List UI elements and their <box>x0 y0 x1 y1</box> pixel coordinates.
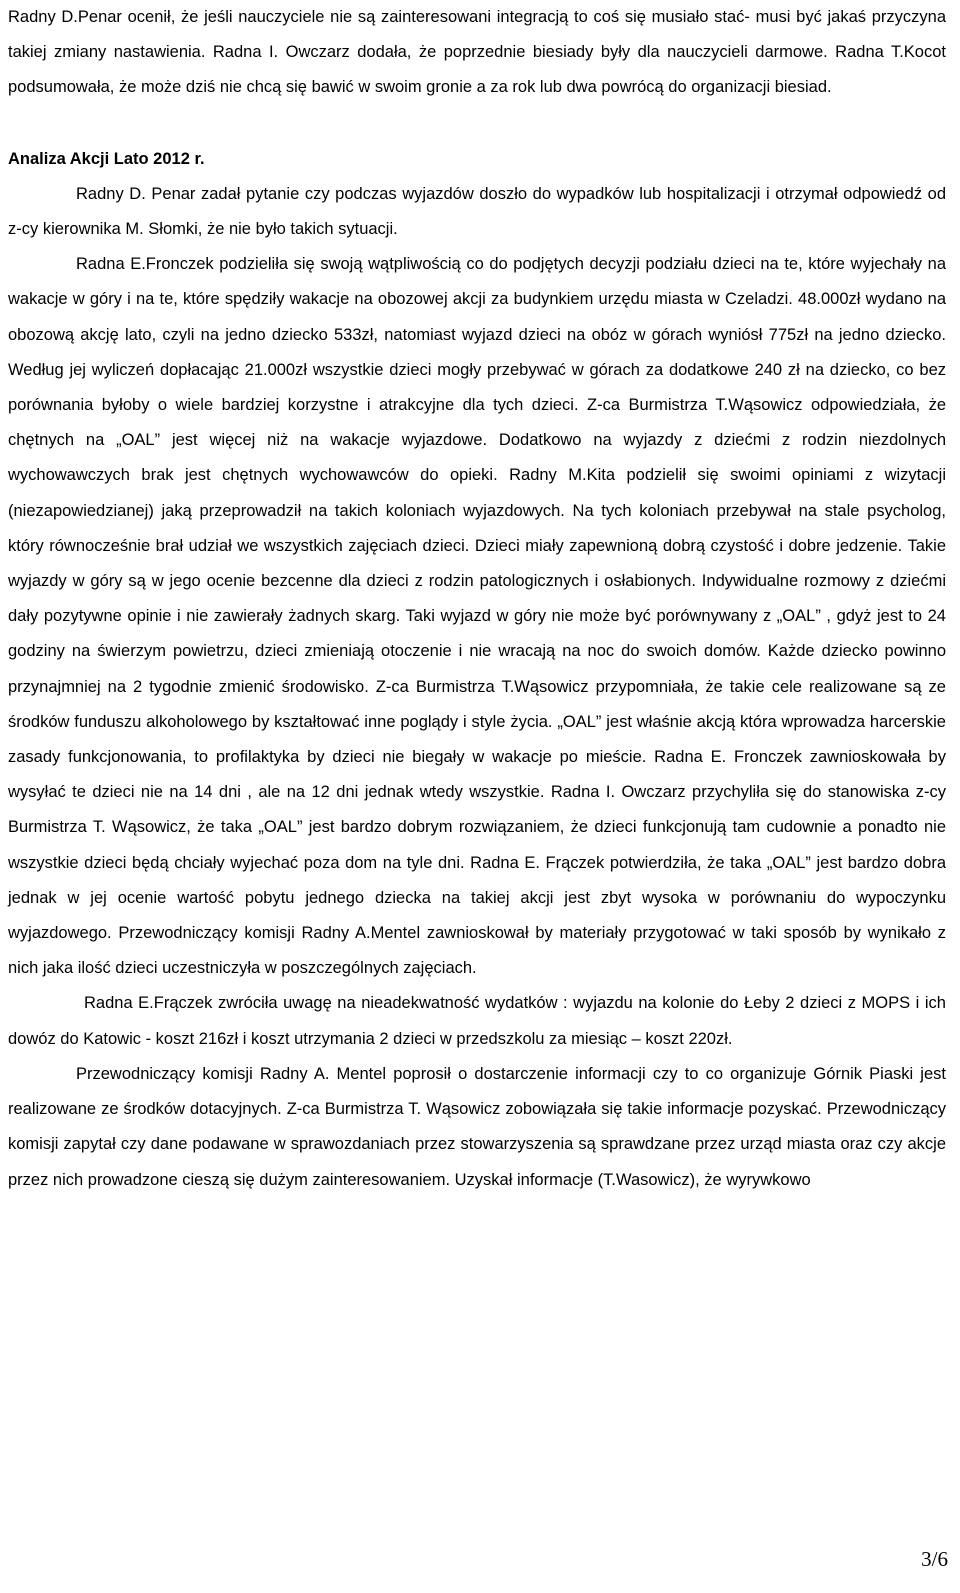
document-page <box>8 0 946 1198</box>
paragraph-biesiady: Radny D.Penar ocenił, że jeśli nauczyciele nie są zainteresowani integracją to coś się musiało stać- musi być jakaś przyczyna takiej zmiany nastawienia. Radna I. Owczarz dodała, że poprzednie biesiady były dla nauczycieli darmowe. Radna T.Kocot podsumowała, że może dziś nie chcą się bawić w swoim gronie a za rok lub dwa powrócą do organizacji biesiad. <box>8 8 946 97</box>
paragraph-fraczek-expenses: Radna E.Frączek zwróciła uwagę na nieadekwatność wydatków : wyjazdu na kolonie do Łeby 2 dzieci z MOPS i ich dowóz do Katowic - koszt 216zł i koszt utrzymania 2 dzieci w przedszkolu za miesiąc – koszt 220zł. <box>8 994 946 1048</box>
page-number: 3/6 <box>921 1547 948 1571</box>
paragraph-mentel-request: Przewodniczący komisji Radny A. Mentel poprosił o dostarczenie informacji czy to co organizuje Górnik Piaski jest realizowane ze środków dotacyjnych. Z-ca Burmistrza T. Wąsowicz zobowiązała się takie informacje pozyskać. Przewodniczący komisji zapytał czy dane podawane w sprawozdaniach przez stowarzyszenia są sprawdzane przez urząd miasta oraz czy akcje przez nich prowadzone cieszą się dużym zainteresowaniem. Uzyskał informacje (T.Wasowicz), że wyrywkowo <box>8 1064 946 1189</box>
paragraph-penar-question: Radny D. Penar zadał pytanie czy podczas wyjazdów doszło do wypadków lub hospitalizacji i otrzymał odpowiedź od z-cy kierownika M. Słomki, że nie było takich sytuacji. <box>8 184 946 239</box>
paragraph-fronczek-discussion: Radna E.Fronczek podzieliła się swoją wątpliwością co do podjętych decyzji podziału dzieci na te, które wyjechały na wakacje w góry i na te, które spędziły wakacje na obozowej akcji za budynkiem urzędu miasta w Czeladzi. 48.000zł wydano na obozową akcję lato, czyli na jedno dziecko 533zł, natomiast wyjazd dzieci na obóz w górach wyniósł 775zł na jedno dziecko. Według jej wyliczeń dopłacając 21.000zł wszystkie dzieci mogły przebywać w górach za dodatkowe 240 zł na dziecko, co bez porównania byłoby o wiele bardziej korzystne i atrakcyjne dla tych dzieci. Z-ca Burmistrza T.Wąsowicz odpowiedziała, że chętnych na „OAL” jest więcej niż na wakacje wyjazdowe. Dodatkowo na wyjazdy z dziećmi z rodzin niezdolnych wychowawczych brak jest chętnych wychowawców do opieki. Radny M.Kita podzielił się swoimi opiniami z wizytacji (niezapowiedzianej) jaką przeprowadził na takich koloniach wyjazdowych. Na tych koloniach przebywał na stale psycholog, który równocześnie brał udział we wszystkich zajęciach dzieci. Dzieci miały zapewnioną dobrą czystość i dobre jedzenie. Takie wyjazdy w góry są w jego ocenie bezcenne dla dzieci z rodzin patologicznych i osłabionych. Indywidualne rozmowy z dziećmi dały pozytywne opinie i nie zawierały żadnych skarg. Taki wyjazd w góry nie może być porównywany z „OAL” , gdyż jest to 24 godziny na świerzym powietrzu, dzieci zmieniają otoczenie i nie wracają na noc do swoich domów. Każde dziecko powinno przynajmniej na 2 tygodnie zmienić środowisko. Z-ca Burmistrza T.Wąsowicz przypomniała, że takie cele realizowane są ze środków funduszu alkoholowego by kształtować inne poglądy i style życia. „OAL” jest właśnie akcją która wprowadza harcerskie zasady funkcjonowania, to profilaktyka by dzieci nie biegały w wakacje po mieście. Radna E. Fronczek zawnioskowała by wysyłać te dzieci nie na 14 dni , ale na 12 dni jednak wtedy wszystkie. Radna I. Owczarz przychyliła się do stanowiska z-cy Burmistrza T. Wąsowicz, że taka „OAL” jest bardzo dobrym rozwiązaniem, że dzieci funkcjonują tam cudownie a ponadto nie wszystkie dzieci będą chciały wyjechać poza dom na tyle dni. Radna E. Frączek potwierdziła, że taka „OAL” jest bardzo dobra jednak w jej ocenie wartość pobytu jednego dziecka na takiej akcji jest zbyt wysoka w porównaniu do wypoczynku wyjazdowego. Przewodniczący komisji Radny A.Mentel zawnioskował by materiały przygotować w taki sposób by wynikało z nich jaka ilość dzieci uczestniczyła w poszczególnych zajęciach. <box>8 255 946 978</box>
section-heading: Analiza Akcji Lato 2012 r. <box>8 149 205 168</box>
